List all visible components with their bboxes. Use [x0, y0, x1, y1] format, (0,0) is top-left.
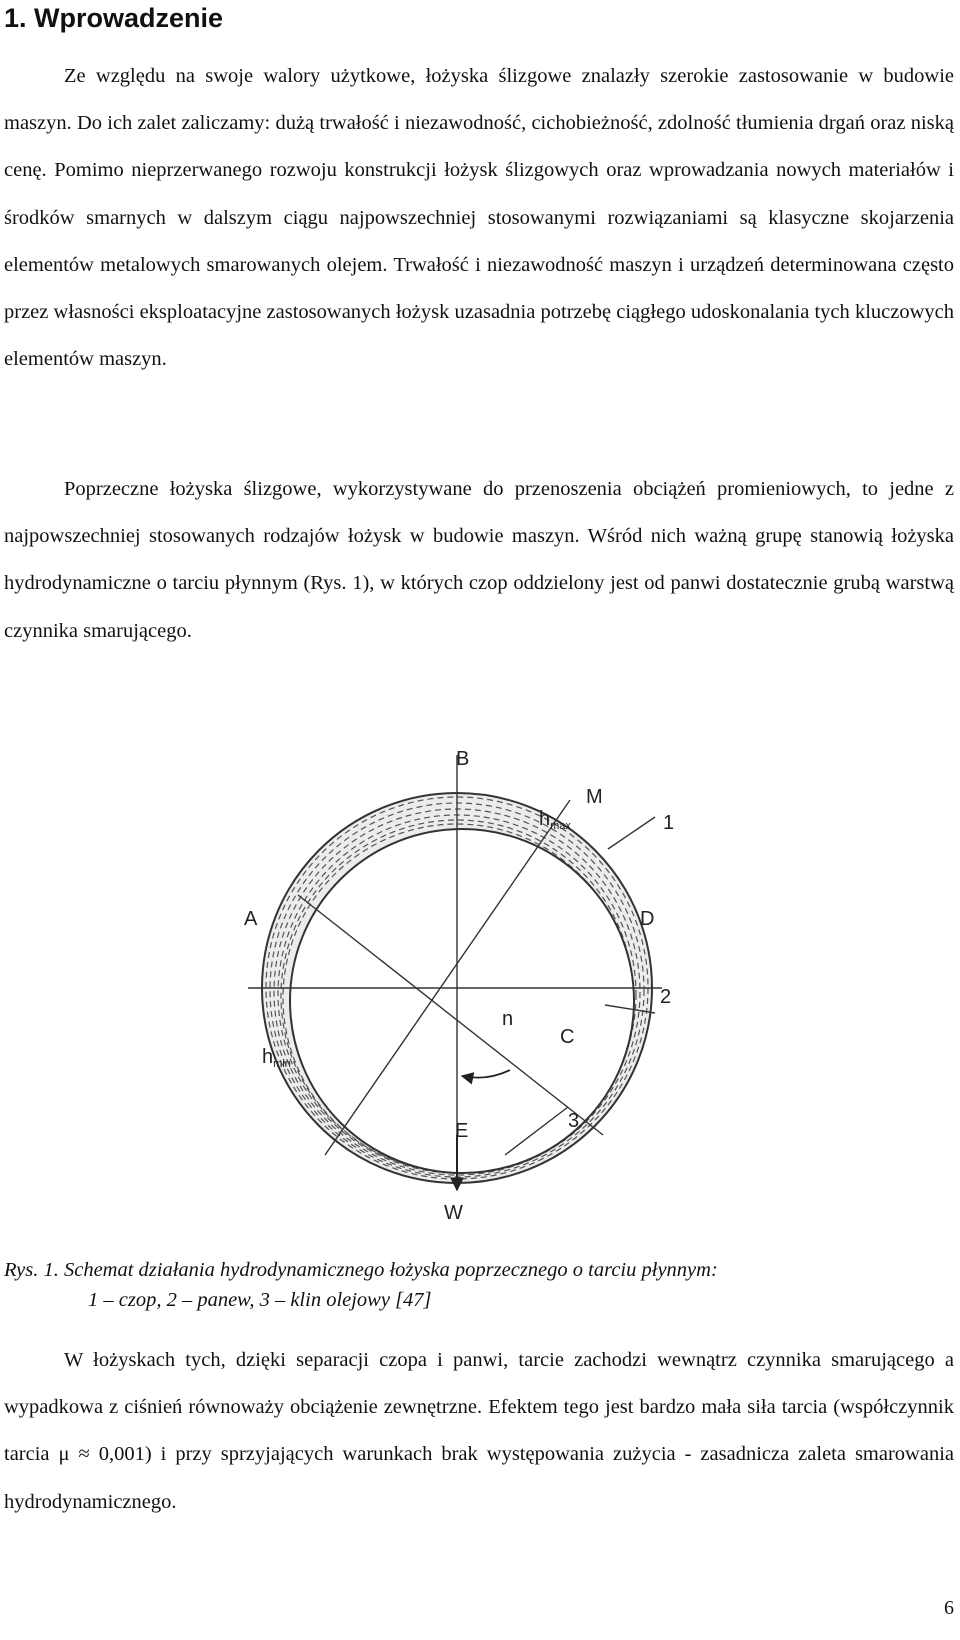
label-C: C — [560, 1026, 575, 1048]
label-D: D — [640, 908, 655, 930]
bearing-diagram — [200, 745, 760, 1230]
label-hmax-h: h — [539, 808, 551, 830]
label-A: A — [244, 908, 258, 930]
label-W: W — [444, 1202, 463, 1224]
label-3: 3 — [568, 1110, 580, 1132]
caption-line-2: 1 – czop, 2 – panew, 3 – klin olejowy [47] — [88, 1289, 432, 1311]
section-heading — [4, 2, 223, 34]
label-hmin-h: h — [262, 1046, 274, 1068]
leader-1 — [608, 817, 655, 849]
paragraph-2: Poprzeczne łożyska ślizgowe, wykorzystywane do przenoszenia obciążeń promieniowych, to jedne z najpowszechniej stosowanych rodzajów łożysk w budowie maszyn. Wśród nich ważną grupę stanowią łożyska hydrodynamiczne o tarciu płynnym (Rys. 1), w których czop oddzielony jest od panwi dostatecznie grubą warstwą czynnika smarującego. — [4, 478, 954, 642]
paragraph-1: Ze względu na swoje walory użytkowe, łożyska ślizgowe znalazły szerokie zastosowanie w budowie maszyn. Do ich zalet zaliczamy: dużą trwałość i niezawodność, cichobieżność, zdolność tłumienia drgań oraz niską cenę. Pomimo nieprzerwanego rozwoju konstrukcji łożysk ślizgowych oraz wprowadzania nowych materiałów i środków smarnych w dalszym ciągu najpowszechniej stosowanymi rozwiązaniami są klasyczne skojarzenia elementów metalowych smarowanych olejem. Trwałość i niezawodność maszyn i urządzeń determinowana często przez własności eksploatacyjne zastosowanych łożysk uzasadnia potrzebę ciągłego udoskonalania tych kluczowych elementów maszyn. — [4, 65, 954, 371]
page-number: 6 — [944, 1597, 954, 1619]
caption-line-1: Rys. 1. Schemat działania hydrodynamicznego łożyska poprzecznego o tarciu płynnym: — [4, 1259, 718, 1281]
label-n: n — [502, 1008, 514, 1030]
section-number: 1. — [4, 3, 27, 33]
label-E: E — [455, 1120, 469, 1142]
label-M: M — [586, 786, 603, 808]
label-2: 2 — [660, 986, 672, 1008]
section-title: Wprowadzenie — [34, 3, 224, 33]
label-hmin-sub: min — [273, 1058, 291, 1070]
paragraph-3: W łożyskach tych, dzięki separacji czopa i panwi, tarcie zachodzi wewnątrz czynnika smarującego a wypadkowa z ciśnień równoważy obciążenie zewnętrzne. Efektem tego jest bardzo mała siła tarcia (współczynnik tarcia μ ≈ 0,001) i przy sprzyjających warunkach brak występowania zużycia - zasadnicza zaleta smarowania hydrodynamicznego. — [4, 1349, 954, 1513]
label-hmax — [539, 808, 571, 832]
bearing-diagram-svg — [200, 745, 760, 1230]
figure-caption — [4, 1255, 954, 1315]
label-hmax-sub: max — [550, 820, 571, 832]
label-B: B — [456, 748, 470, 770]
label-1: 1 — [663, 812, 675, 834]
